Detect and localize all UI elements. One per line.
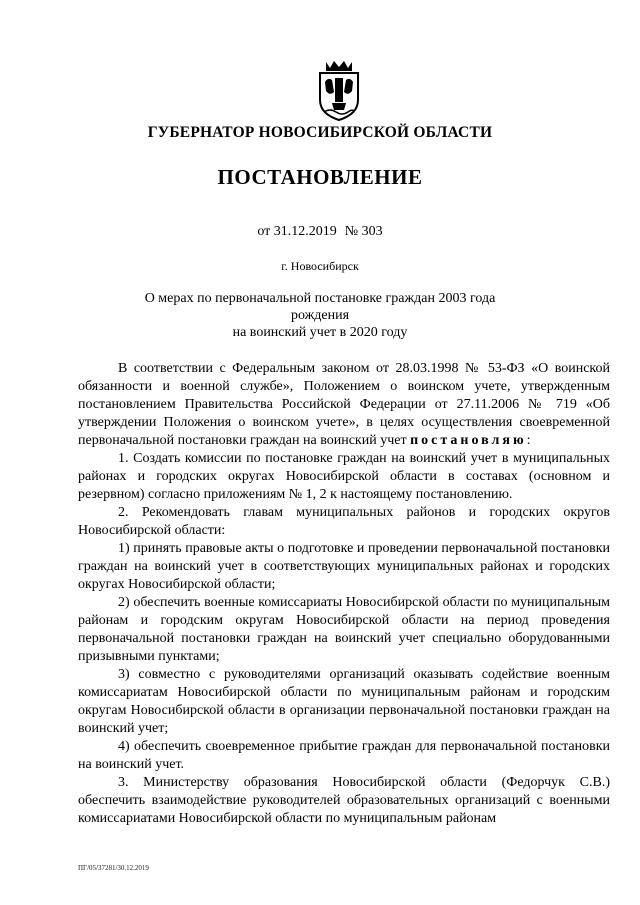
preamble-text: В соответствии с Федеральным законом от 28.03.1998 № 53-ФЗ «О воинской обязанности и военной службе», Положением о воинском учете, утвержденным постановлением Правительства Российской Федерации от 27.11.2006 № 719 «Об утверждении Положения о воинском учете», в целях осуществления своевременной первоначальной постановки граждан на воинский учет [78, 361, 610, 448]
document-number: № 303 [344, 224, 383, 239]
document-date-line [0, 224, 640, 240]
preamble-paragraph [78, 360, 610, 450]
document-type: ПОСТАНОВЛЕНИЕ [217, 165, 423, 189]
item-2-2: 2) обеспечить военные комиссариаты Новосибирской области по муниципальным районам и городским округам Новосибирской области на период проведения первоначальной постановки граждан на воинский учет специально оборудованными призывными пунктами; [78, 595, 610, 664]
footer-code: ПГ/05/37281/30.12.2019 [78, 864, 149, 872]
item-2-4: 4) обеспечить своевременное прибытие граждан для первоначальной постановки на воинский учет. [78, 739, 610, 772]
coat-of-arms-icon [312, 58, 366, 122]
item-2-1: 1) принять правовые акты о подготовке и проведении первоначальной постановки граждан на воинский учет в соответствующих муниципальных районах и городских округах Новосибирской области; [78, 541, 610, 592]
document-date: от 31.12.2019 [257, 224, 337, 239]
item-1: 1. Создать комиссии по постановке граждан на воинский учет в муниципальных районах и городских округах Новосибирской области в составах (основном и резервном) согласно приложениям № 1, 2 к настоящему постановлению. [78, 451, 610, 502]
document-subject [120, 290, 520, 341]
subject-line-2: на воинский учет в 2020 году [232, 325, 408, 340]
decree-word: постановляю [410, 433, 527, 448]
item-3: 3. Министерству образования Новосибирской области (Федорчук С.В.) обеспечить взаимодействие руководителей образовательных организаций с военными комиссариатами Новосибирской области по муниципальным районам [78, 775, 610, 826]
issuing-authority: ГУБЕРНАТОР НОВОСИБИРСКОЙ ОБЛАСТИ [147, 124, 493, 141]
subject-line-1: О мерах по первоначальной постановке граждан 2003 года рождения [144, 291, 496, 323]
document-body [78, 360, 610, 828]
document-city: г. Новосибирск [281, 259, 359, 273]
item-2-3: 3) совместно с руководителями организаций оказывать содействие военным комиссариатам Новосибирской области по муниципальным районам и городским округам Новосибирской области в организации первоначальной постановки граждан на воинский учет; [78, 667, 610, 736]
decree-colon: : [526, 433, 531, 448]
item-2: 2. Рекомендовать главам муниципальных районов и городских округов Новосибирской области: [78, 505, 610, 538]
